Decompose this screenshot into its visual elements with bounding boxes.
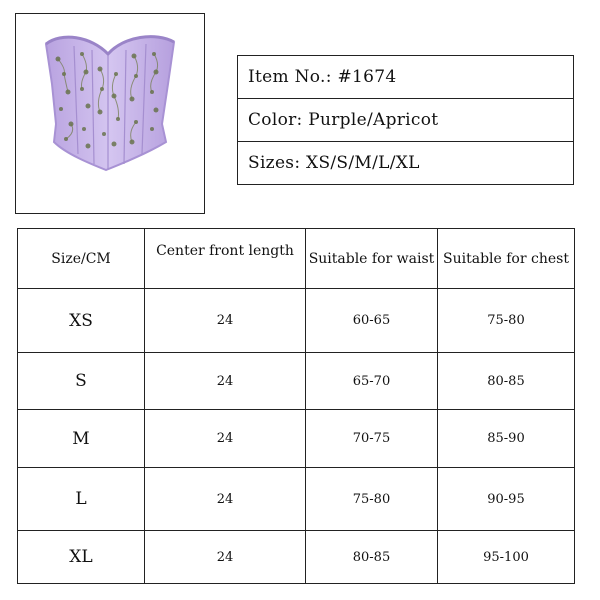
- center-front-cell: 24: [145, 468, 306, 531]
- size-cell: XS: [18, 289, 145, 353]
- center-front-cell: 24: [145, 289, 306, 353]
- header-center-front: Center front length: [145, 229, 306, 289]
- size-cell: M: [18, 410, 145, 468]
- product-info-box: [237, 55, 574, 185]
- table-row: [18, 289, 575, 353]
- waist-cell: 80-85: [306, 531, 438, 584]
- header-chest: Suitable for chest: [438, 229, 575, 289]
- table-row: [18, 353, 575, 410]
- chest-cell: 90-95: [438, 468, 575, 531]
- header-waist: Suitable for waist: [306, 229, 438, 289]
- waist-cell: 65-70: [306, 353, 438, 410]
- sizes-info: Sizes: XS/S/M/L/XL: [248, 153, 420, 173]
- waist-cell: 60-65: [306, 289, 438, 353]
- size-chart-table: [17, 228, 575, 584]
- chest-cell: 95-100: [438, 531, 575, 584]
- chest-cell: 85-90: [438, 410, 575, 468]
- corset-image: [16, 14, 204, 213]
- color-info: Color: Purple/Apricot: [238, 99, 573, 142]
- header-size: Size/CM: [18, 229, 145, 289]
- item-number: Item No.: #1674: [238, 56, 573, 99]
- table-row: [18, 531, 575, 584]
- table-header-row: [18, 229, 575, 289]
- center-front-cell: 24: [145, 410, 306, 468]
- size-cell: XL: [18, 531, 145, 584]
- table-row: [18, 410, 575, 468]
- waist-cell: 75-80: [306, 468, 438, 531]
- product-image-frame: [15, 13, 205, 214]
- size-cell: S: [18, 353, 145, 410]
- chest-cell: 80-85: [438, 353, 575, 410]
- waist-cell: 70-75: [306, 410, 438, 468]
- center-front-cell: 24: [145, 353, 306, 410]
- center-front-cell: 24: [145, 531, 306, 584]
- table-row: [18, 468, 575, 531]
- chest-cell: 75-80: [438, 289, 575, 353]
- size-cell: L: [18, 468, 145, 531]
